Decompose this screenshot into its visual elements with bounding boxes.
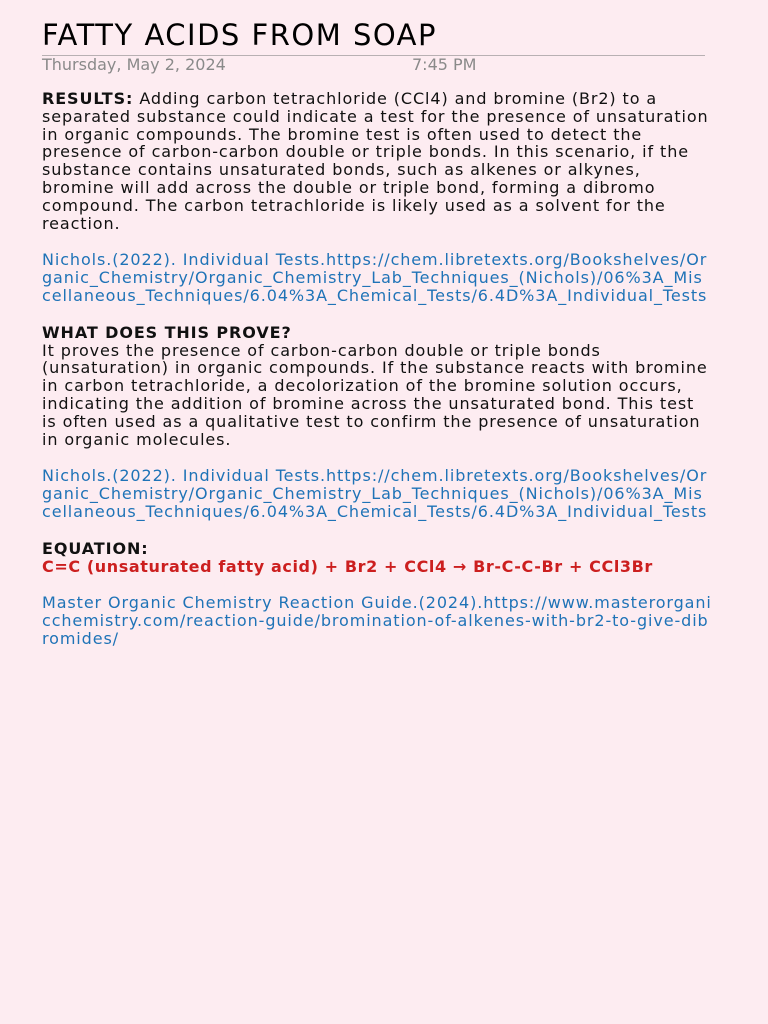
results-label: RESULTS:: [42, 89, 134, 108]
page-title: FATTY ACIDS FROM SOAP: [42, 18, 437, 52]
prove-text: It proves the presence of carbon-carbon double or triple bonds (unsaturation) in organic compounds. If the substance reacts with bromine in carbon tetrachloride, a decolorization of the bromine solution occurs, indicating the addition of bromine across the unsaturated bond. This test is often used as a qualitative test to confirm the presence of unsaturation in organic molecules.: [42, 340, 708, 449]
reference-link-2[interactable]: Nichols.(2022). Individual Tests.https://chem.libretexts.org/Bookshelves/Organic_Chemistry/Organic_Chemistry_Lab_Techniques_(Nichols)/06%3A_Miscellaneous_Techniques/6.04%3A_Chemical_Tests/6.4D%3A_Individual_Tests: [42, 466, 708, 521]
results-paragraph: [42, 90, 712, 232]
reference-link-1[interactable]: Nichols.(2022). Individual Tests.https://chem.libretexts.org/Bookshelves/Organic_Chemistry/Organic_Chemistry_Lab_Techniques_(Nichols)/06%3A_Miscellaneous_Techniques/6.04%3A_Chemical_Tests/6.4D%3A_Individual_Tests: [42, 250, 708, 305]
results-text: Adding carbon tetrachloride (CCl4) and bromine (Br2) to a separated substance could indicate a test for the presence of unsaturation in organic compounds. The bromine test is often used to detect the presence of carbon-carbon double or triple bonds. In this scenario, if the substance contains unsaturated bonds, such as alkenes or alkynes, bromine will add across the double or triple bond, forming a dibromo compound. The carbon tetrachloride is likely used as a solvent for the reaction.: [42, 89, 709, 233]
note-date: Thursday, May 2, 2024: [42, 55, 226, 74]
equation-heading: EQUATION:: [42, 538, 149, 558]
prove-heading: WHAT DOES THIS PROVE?: [42, 322, 292, 342]
note-meta: [42, 55, 705, 74]
note-page: [42, 18, 712, 648]
note-time: 7:45 PM: [412, 55, 477, 74]
reference-link-3[interactable]: Master Organic Chemistry Reaction Guide.(2024).https://www.masterorganicchemistry.com/reaction-guide/bromination-of-alkenes-with-br2-to-give-dibromides/: [42, 593, 712, 648]
equation-text: C=C (unsaturated fatty acid) + Br2 + CCl4 → Br-C-C-Br + CCl3Br: [42, 556, 653, 576]
